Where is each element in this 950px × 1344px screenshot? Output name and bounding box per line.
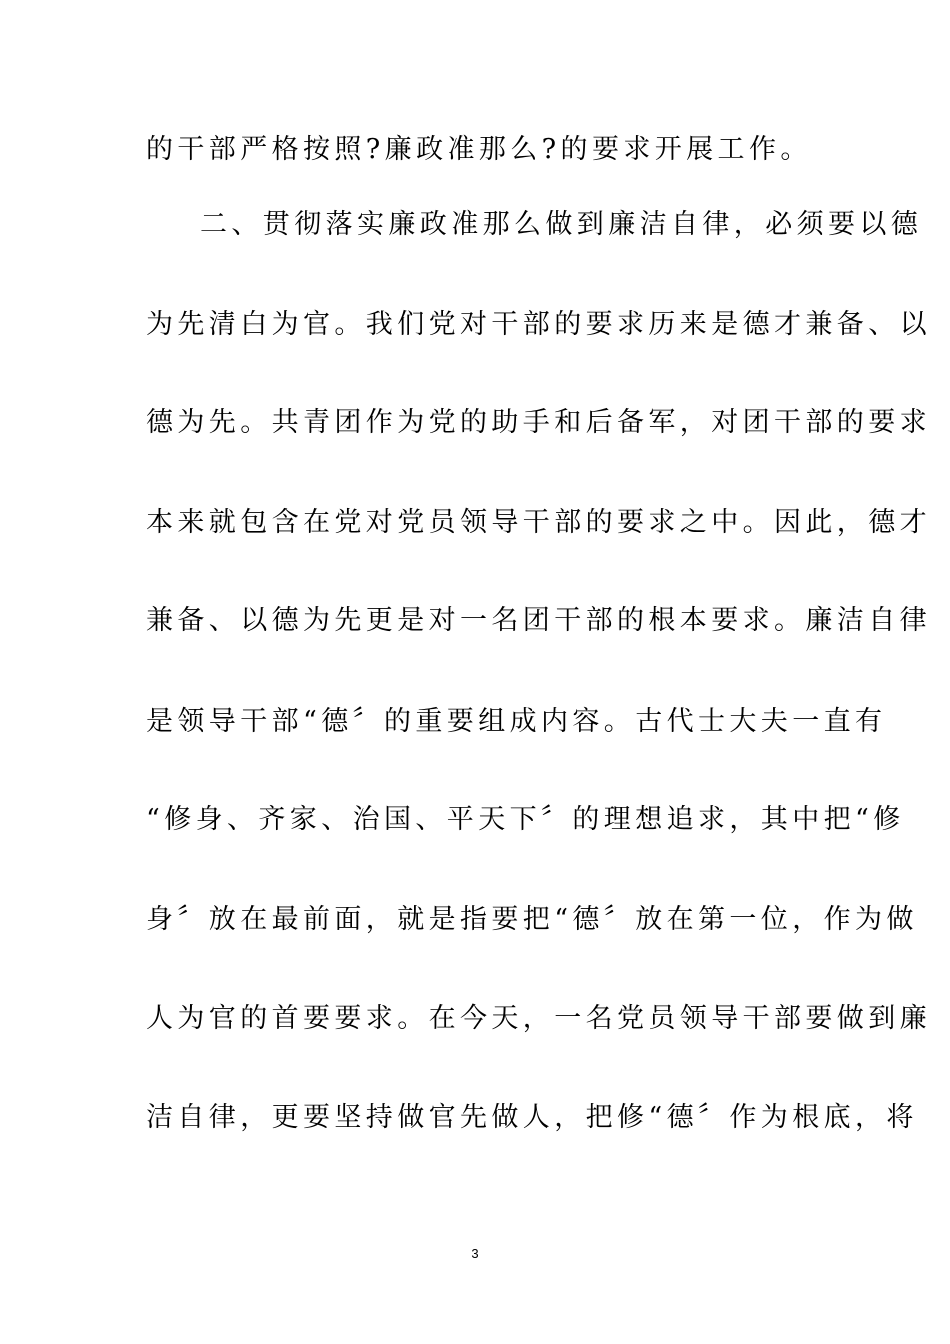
paragraph-first-line: 二、贯彻落实廉政准那么做到廉洁自律，必须要以德 xyxy=(200,209,923,240)
body-text-line: 身〞放在最前面，就是指要把“德〞放在第一位，作为做 xyxy=(146,904,918,935)
body-text-line: 本来就包含在党对党员领导干部的要求之中。因此，德才 xyxy=(146,507,931,538)
body-text-line: 人为官的首要要求。在今天，一名党员领导干部要做到廉 xyxy=(146,1003,931,1034)
body-text-line: 洁自律，更要坚持做官先做人，把修“德〞作为根底，将 xyxy=(146,1102,918,1133)
body-text-line: 的干部严格按照?廉政准那么?的要求开展工作。 xyxy=(146,134,812,165)
body-text-line: 德为先。共青团作为党的助手和后备军，对团干部的要求 xyxy=(146,407,931,438)
page-number: 3 xyxy=(471,1246,479,1261)
body-text-line: 兼备、以德为先更是对一名团干部的根本要求。廉洁自律 xyxy=(146,605,931,636)
body-text-line: 是领导干部“德〞的重要组成内容。古代士大夫一直有 xyxy=(146,706,887,737)
body-text-line: “修身、齐家、治国、平天下〞的理想追求，其中把“修 xyxy=(146,804,905,835)
body-text-line: 为先清白为官。我们党对干部的要求历来是德才兼备、以 xyxy=(146,309,931,340)
